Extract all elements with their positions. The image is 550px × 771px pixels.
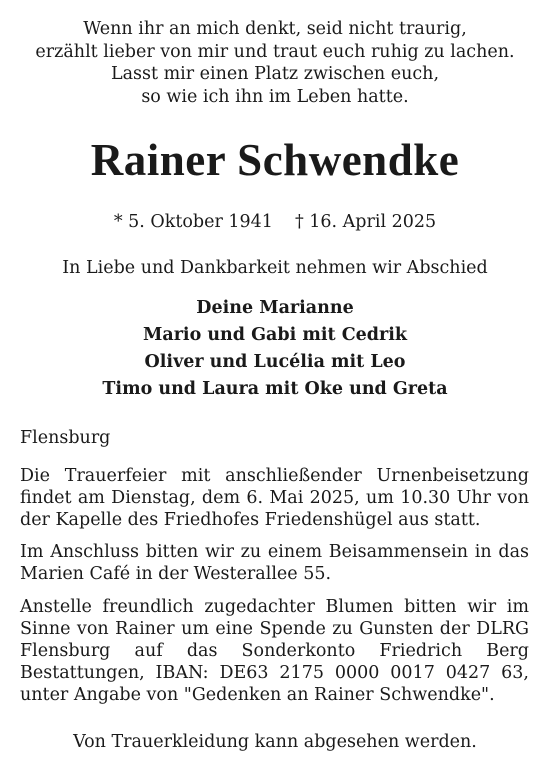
- poem-line: Wenn ihr an mich denkt, seid nicht traurig,: [83, 19, 467, 39]
- service-paragraph: [20, 465, 529, 531]
- birth-date: * 5. Oktober 1941: [113, 212, 273, 232]
- service-text: Die Trauerfeier mit anschließender Urnenbeisetzung findet am Dienstag, dem 6. Mai 2025, um 10.30 Uhr von der Kapelle des Friedhofes Friedenshügel aus statt.: [20, 466, 529, 530]
- mourner-entry: Oliver und Lucélia mit Leo: [144, 352, 406, 372]
- mourner-entry: Mario und Gabi mit Cedrik: [142, 325, 407, 345]
- death-date: † 16. April 2025: [294, 212, 437, 232]
- gathering-text: Im Anschluss bitten wir zu einem Beisammensein in das Marien Café in der Westerallee 55.: [20, 542, 529, 584]
- donation-text: Anstelle freundlich zugedachter Blumen bitten wir im Sinne von Rainer um eine Spende zu Gunsten der DLRG Flensburg auf das Sonderkonto Friedrich Berg Bestattungen, IBAN: DE63 2175 0000 0017 0427 63, unter Angabe von "Gedenken an Rainer Schwendke".: [20, 597, 529, 705]
- closing-note: Von Trauerkleidung kann abgesehen werden.: [73, 732, 477, 752]
- gathering-paragraph: [20, 541, 529, 585]
- life-dates: [0, 210, 550, 234]
- mourner-entry: Deine Marianne: [196, 298, 354, 318]
- poem-line: so wie ich ihn im Leben hatte.: [141, 86, 409, 107]
- farewell-line: In Liebe und Dankbarkeit nehmen wir Abschied: [62, 258, 488, 278]
- mourners-list: [0, 295, 550, 403]
- poem-line: erzählt lieber von mir und traut euch ruhig zu lachen.: [35, 41, 515, 62]
- memorial-poem: [0, 18, 550, 108]
- mourner-entry: Timo und Laura mit Oke und Greta: [102, 379, 448, 399]
- donation-paragraph: [20, 596, 529, 706]
- place-name: Flensburg: [20, 428, 111, 448]
- deceased-name: Rainer Schwendke: [90, 135, 460, 185]
- poem-line: Lasst mir einen Platz zwischen euch,: [110, 64, 440, 84]
